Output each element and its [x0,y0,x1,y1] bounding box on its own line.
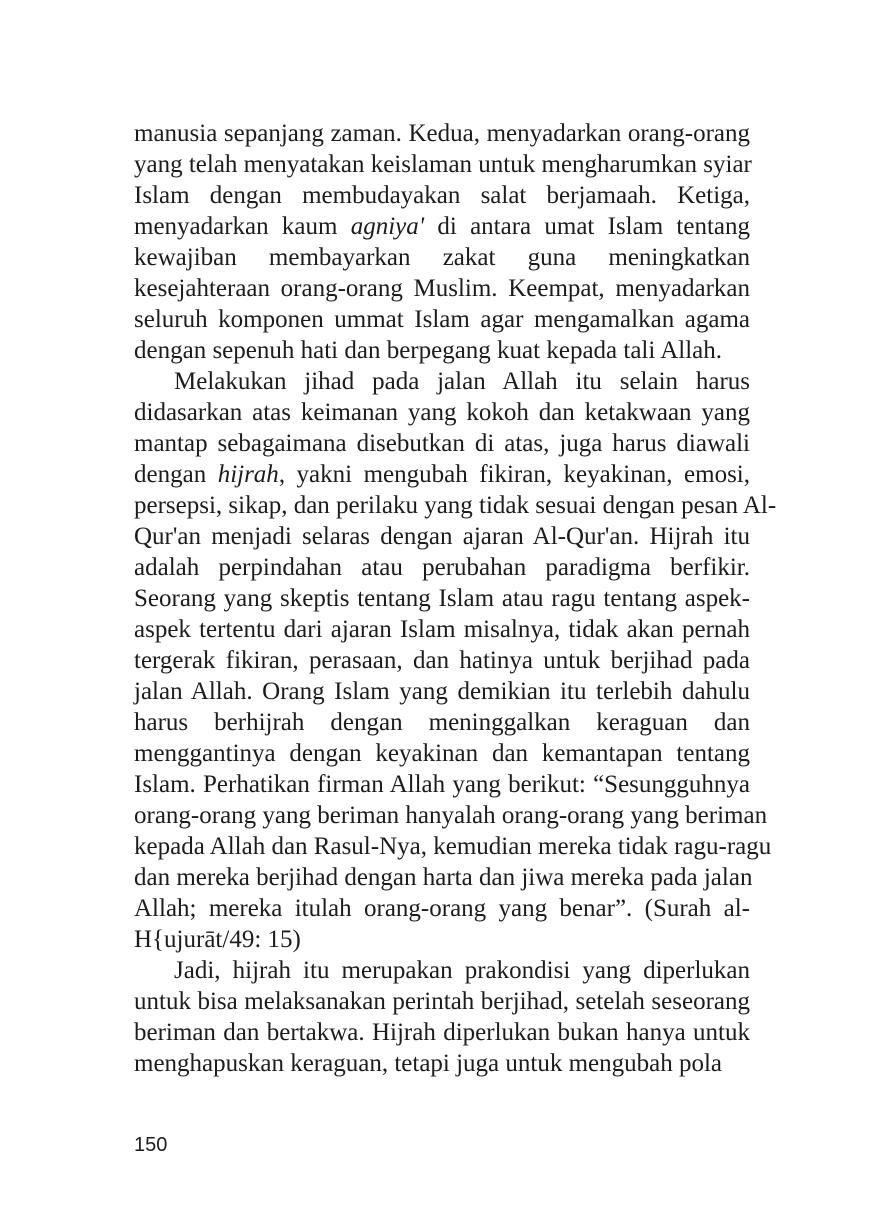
paragraph [134,118,750,366]
text-line: Islam. Perhatikan firman Allah yang berikut: “Sesungguhnya [134,771,750,798]
text-line: Islam dengan membudayakan salat berjamaah. Ketiga, [134,182,750,209]
text-line: dengan sepenuh hati dan berpegang kuat kepada tali Allah. [134,337,722,364]
text-line: didasarkan atas keimanan yang kokoh dan ketakwaan yang [134,399,750,426]
paragraph [134,366,777,955]
text-line: seluruh komponen ummat Islam agar mengamalkan agama [134,306,750,333]
paragraph [134,955,750,1079]
text-line: yang telah menyatakan keislaman untuk mengharumkan syiar [134,151,752,178]
text-line: tergerak fikiran, perasaan, dan hatinya untuk berjihad pada [134,647,750,674]
text-line: Seorang yang skeptis tentang Islam atau ragu tentang aspek- [134,585,750,612]
text-line: menghapuskan keraguan, tetapi juga untuk mengubah pola [134,1050,723,1077]
text-line: aspek tertentu dari ajaran Islam misalnya, tidak akan pernah [134,616,750,643]
text-line: kepada Allah dan Rasul-Nya, kemudian mereka tidak ragu-ragu [134,833,772,860]
text-line: untuk bisa melaksanakan perintah berjihad, setelah seseorang [134,988,750,1015]
text-line: adalah perpindahan atau perubahan paradigma berfikir. [134,554,750,581]
text-line: Qur'an menjadi selaras dengan ajaran Al-Qur'an. Hijrah itu [134,523,750,550]
text-line: kesejahteraan orang-orang Muslim. Keempat, menyadarkan [134,275,750,302]
text-line: Jadi, hijrah itu merupakan prakondisi yang diperlukan [174,957,750,984]
text-line: mantap sebagaimana disebutkan di atas, juga harus diawali [134,430,750,457]
text-line: persepsi, sikap, dan perilaku yang tidak sesuai dengan pesan Al- [134,492,777,519]
italic-term: agniya' [350,213,425,240]
body-text [134,118,777,1079]
text-line: dan mereka berjihad dengan harta dan jiwa mereka pada jalan [134,864,753,891]
italic-term: hijrah [217,461,279,488]
text-line: menggantinya dengan keyakinan dan kemantapan tentang [134,740,750,767]
text-line: orang-orang yang beriman hanyalah orang-orang yang beriman [134,802,768,829]
text-line: manusia sepanjang zaman. Kedua, menyadarkan orang-orang [134,120,750,147]
text-line: H{ujurāt/49: 15) [134,926,301,953]
text-line: harus berhijrah dengan meninggalkan keraguan dan [134,709,750,736]
text-line: jalan Allah. Orang Islam yang demikian itu terlebih dahulu [134,678,750,705]
text-line: kewajiban membayarkan zakat guna meningkatkan [134,244,750,271]
text-line: Melakukan jihad pada jalan Allah itu selain harus [174,368,750,395]
text-line: beriman dan bertakwa. Hijrah diperlukan bukan hanya untuk [134,1019,750,1046]
page-number: 150 [134,1134,168,1156]
text-line: Allah; mereka itulah orang-orang yang benar”. (Surah al- [134,895,750,922]
text-line: menyadarkan kaum agniya' di antara umat Islam tentang [134,213,751,240]
text-line: dengan hijrah, yakni mengubah fikiran, keyakinan, emosi, [134,461,750,488]
